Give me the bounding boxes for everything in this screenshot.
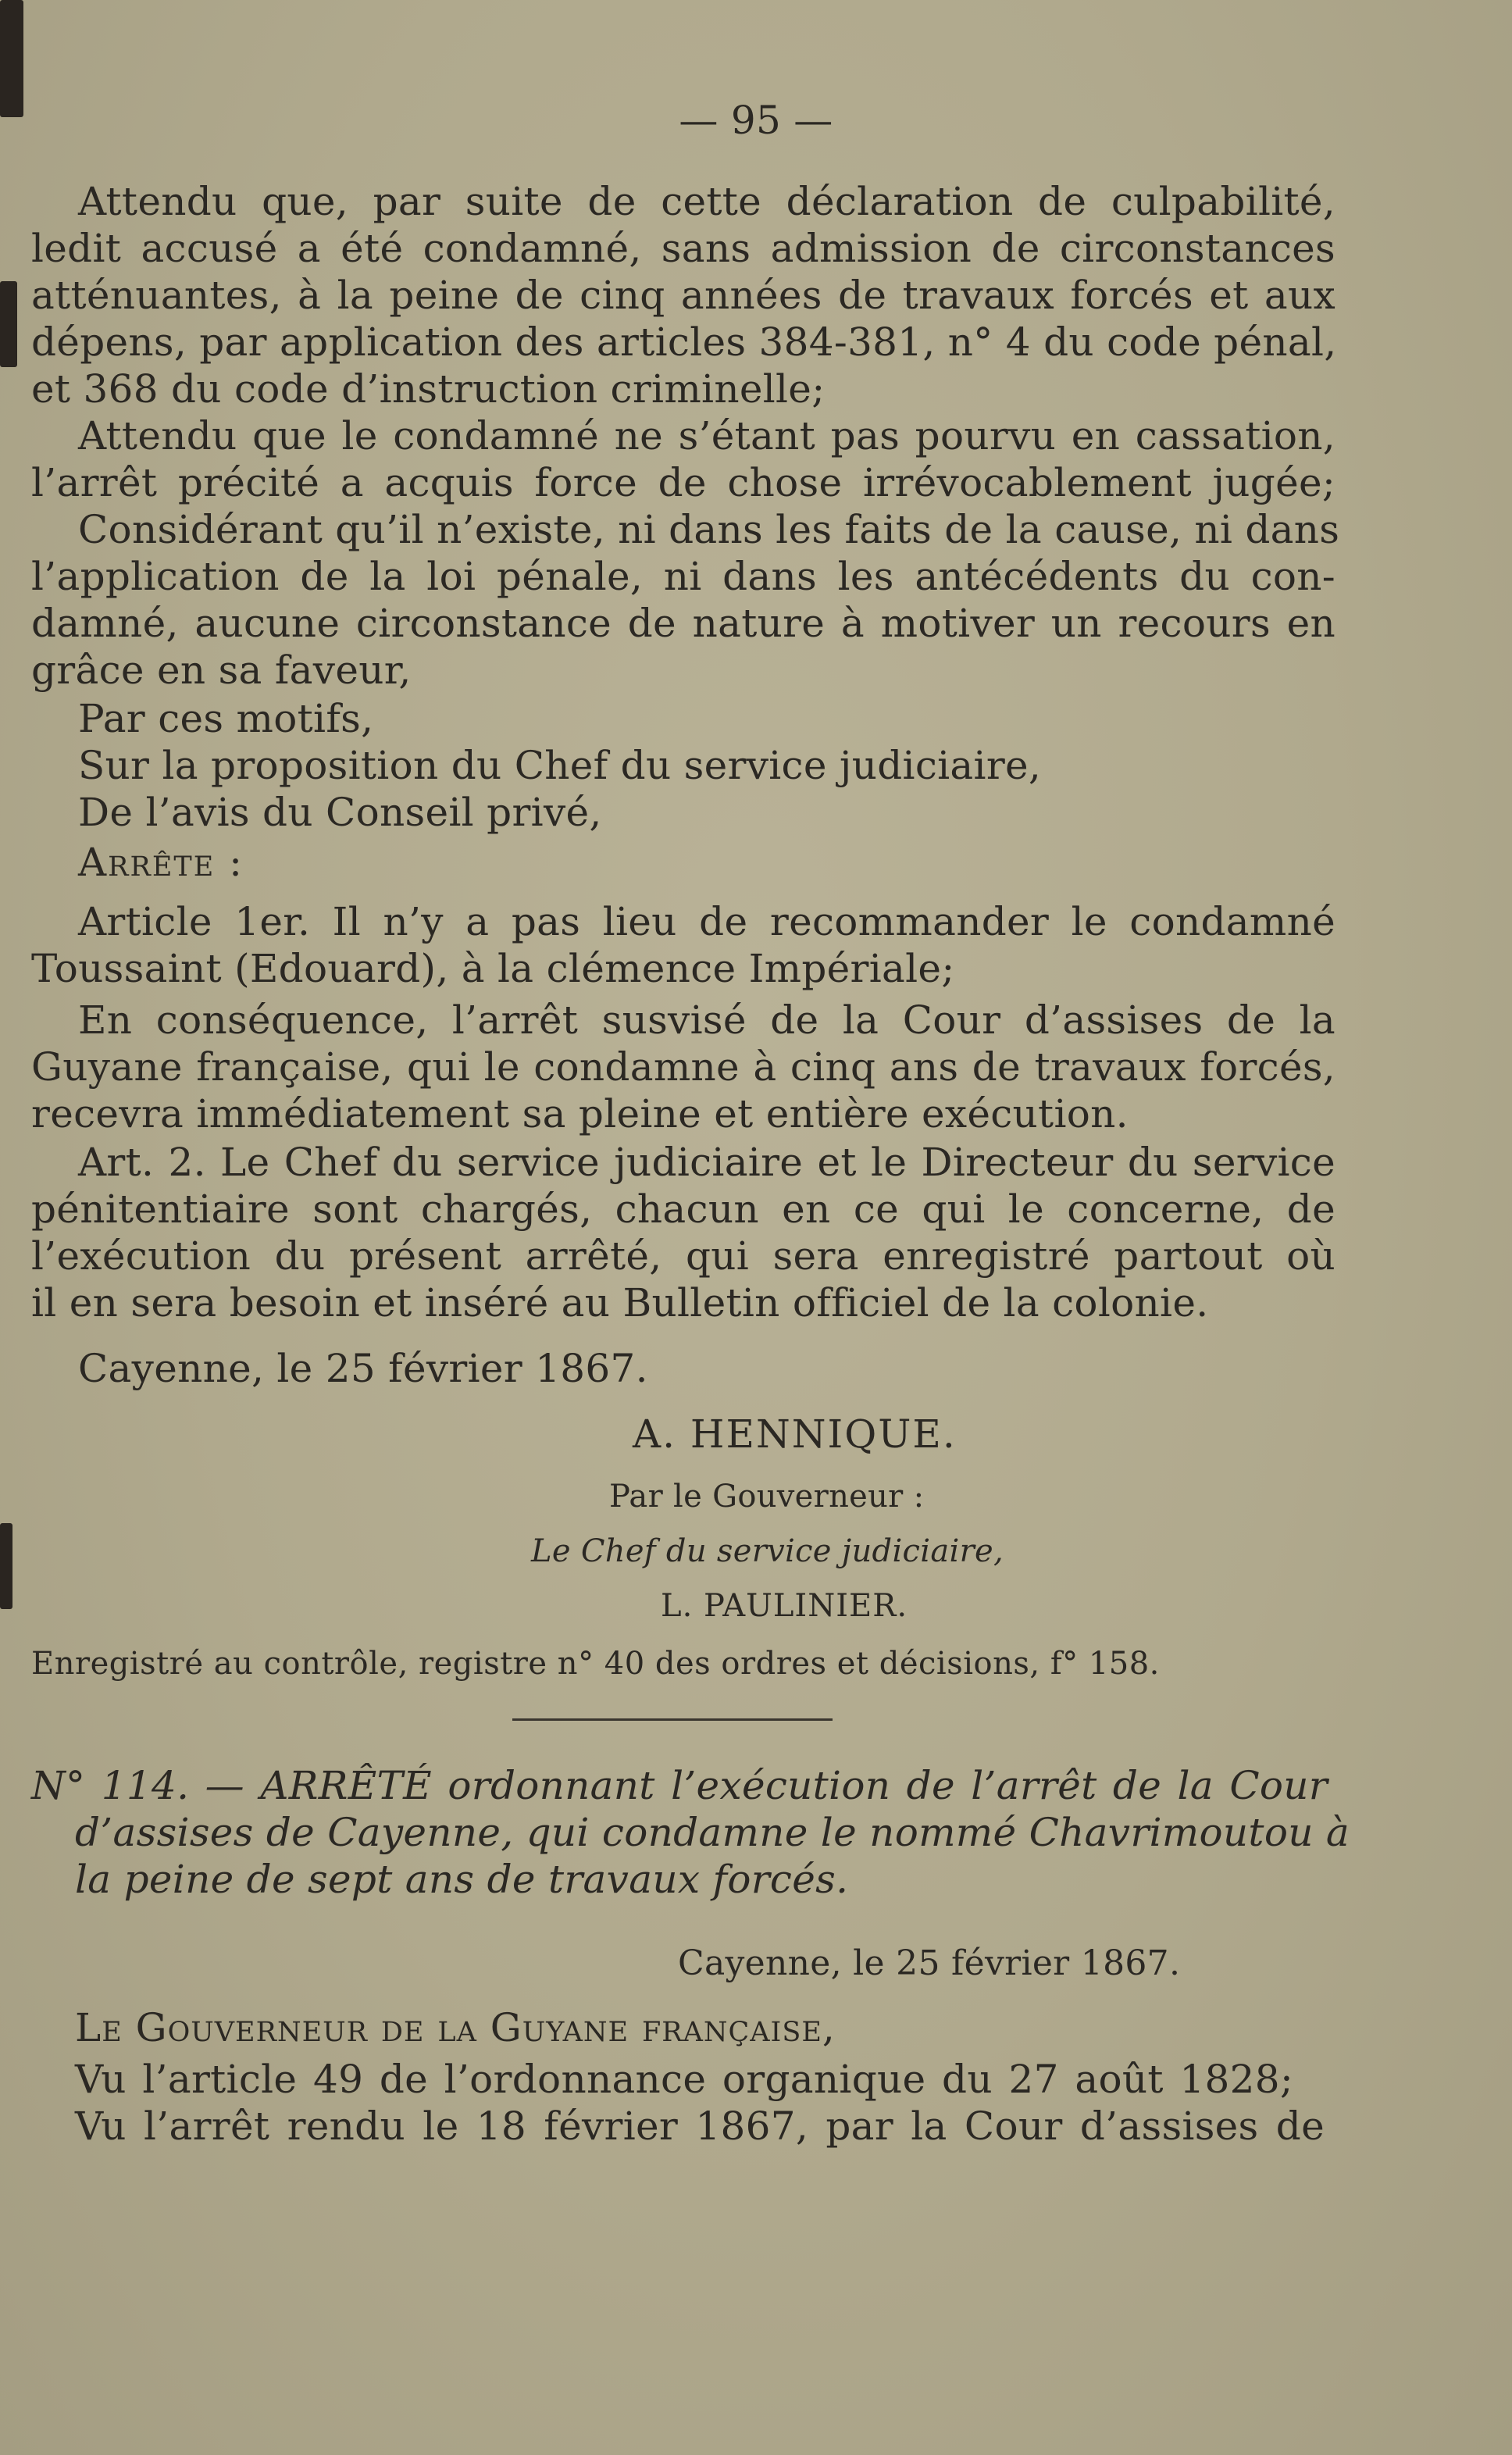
text-line: Par ces motifs,: [78, 696, 374, 741]
text-line: Sur la proposition du Chef du service judiciaire,: [78, 743, 1042, 788]
text-line: Article 1er. Il n’y a pas lieu de recommander le condamné: [78, 899, 1335, 944]
text-line: l’exécution du présent arrêté, qui sera enregistré partout où: [31, 1233, 1335, 1279]
text-line: l’application de la loi pénale, ni dans les antécédents du con-: [31, 554, 1335, 599]
text-line: Guyane française, qui le condamne à cinq ans de travaux forcés,: [31, 1044, 1335, 1090]
text-line: recevra immédiatement sa pleine et entière exécution.: [31, 1091, 1129, 1137]
registration-note: Enregistré au contrôle, registre n° 40 des ordres et décisions, f° 158.: [31, 1646, 1160, 1682]
text-line: et 368 du code d’instruction criminelle;: [31, 366, 826, 412]
place-date: Cayenne, le 25 février 1867.: [78, 1346, 648, 1391]
gouverneur-line: Le Gouverneur de la Guyane française,: [75, 2005, 836, 2050]
page-number: — 95 —: [679, 98, 833, 143]
text-line: En conséquence, l’arrêt susvisé de la Cour d’assises de la: [78, 997, 1335, 1043]
text-line: Vu l’article 49 de l’ordonnance organique du 27 août 1828;: [75, 2057, 1293, 2102]
chef-name: L. PAULINIER.: [661, 1588, 908, 1624]
text-line: Toussaint (Edouard), à la clémence Impériale;: [31, 946, 955, 991]
text-line: Attendu que le condamné ne s’étant pas pourvu en cassation,: [78, 413, 1335, 459]
text-line: De l’avis du Conseil privé,: [78, 790, 602, 835]
left-edge-mark: [0, 281, 17, 367]
text-line: Art. 2. Le Chef du service judiciaire et le Directeur du service: [78, 1140, 1335, 1185]
text-line: Vu l’arrêt rendu le 18 février 1867, par la Cour d’assises de: [75, 2104, 1325, 2149]
text-line: Considérant qu’il n’existe, ni dans les faits de la cause, ni dans: [78, 507, 1340, 552]
arrete-heading: Arrête :: [78, 840, 244, 885]
decree-heading: d’assises de Cayenne, qui condamne le nommé Chavrimoutou à: [75, 1810, 1350, 1855]
signatory: A. HENNIQUE.: [633, 1411, 957, 1457]
text-line: il en sera besoin et inséré au Bulletin officiel de la colonie.: [31, 1280, 1209, 1326]
section-divider: [512, 1718, 833, 1721]
decree-heading: N° 114. — ARRÊTÉ ordonnant l’exécution de l’arrêt de la Cour: [31, 1763, 1328, 1808]
text-line: ledit accusé a été condamné, sans admission de circonstances: [31, 226, 1335, 271]
left-edge-mark: [0, 1523, 12, 1609]
text-line: grâce en sa faveur,: [31, 648, 412, 693]
text-line: l’arrêt précité a acquis force de chose irrévocablement jugée;: [31, 460, 1335, 505]
par-gouverneur: Par le Gouverneur :: [609, 1479, 925, 1515]
text-line: dépens, par application des articles 384-381, n° 4 du code pénal,: [31, 319, 1337, 365]
decree-date: Cayenne, le 25 février 1867.: [678, 1943, 1181, 1983]
text-line: atténuantes, à la peine de cinq années de travaux forcés et aux: [31, 273, 1335, 318]
text-line: damné, aucune circonstance de nature à motiver un recours en: [31, 601, 1335, 646]
text-line: pénitentiaire sont chargés, chacun en ce qui le concerne, de: [31, 1186, 1335, 1232]
chef-title: Le Chef du service judiciaire,: [531, 1533, 1004, 1569]
text-line: Attendu que, par suite de cette déclaration de culpabilité,: [78, 179, 1335, 224]
decree-heading: la peine de sept ans de travaux forcés.: [75, 1857, 849, 1902]
